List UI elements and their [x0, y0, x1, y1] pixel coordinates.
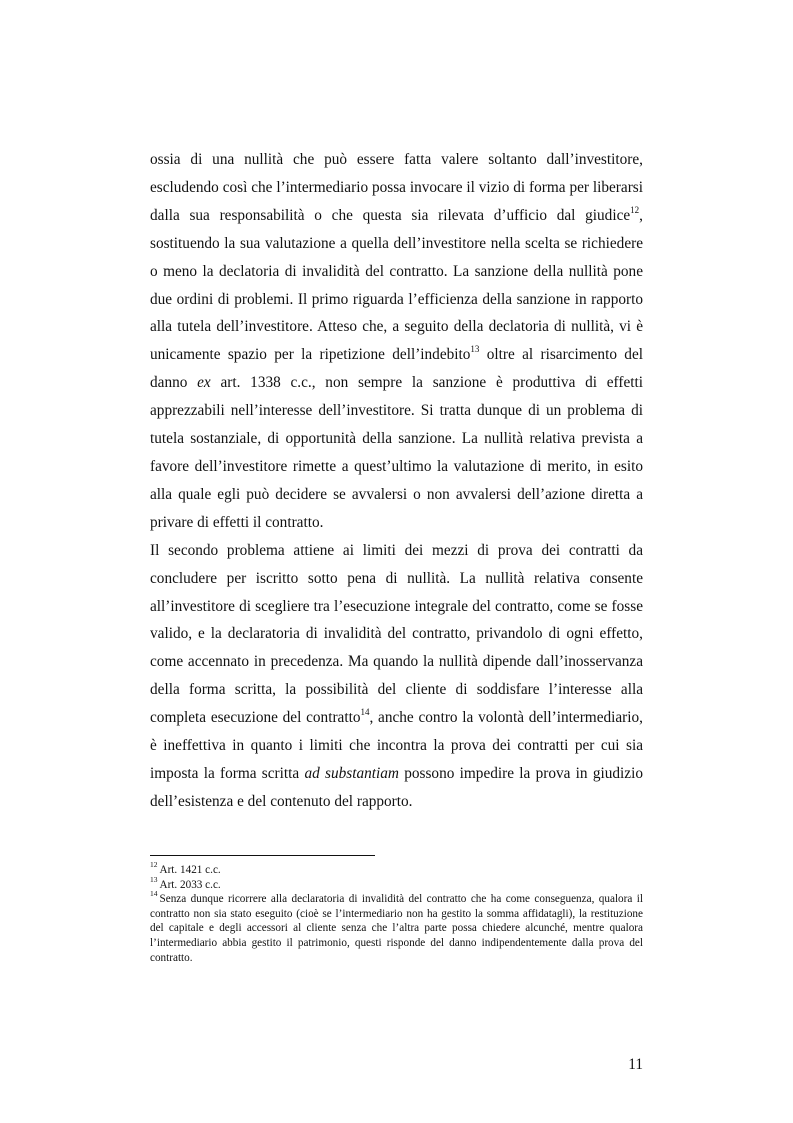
- paragraph-1-italic-ex: ex: [197, 374, 211, 392]
- footnote-number: 13: [150, 874, 158, 884]
- paragraph-1-text-a: ossia di una nullità che può essere fatta valere soltanto dall’investitore, escludendo così che l’intermediario possa invocare il vizio di forma per liberarsi dalla sua responsabilità o che questa sia rilevata d’ufficio dal giudice: [150, 151, 643, 224]
- footnote-13: [150, 874, 643, 893]
- paragraph-2-text-c: possono impedire la prova in giudizio dell’esistenza e del contenuto del rapporto.: [150, 764, 643, 810]
- paragraph-2: [150, 537, 643, 816]
- paragraph-2-italic-ad-substantiam: ad substantiam: [304, 764, 399, 782]
- footnote-ref-14: 14: [360, 707, 370, 718]
- paragraph-1-text-d: art. 1338 c.c., non sempre la sanzione è produttiva di effetti apprezzabili nell’interesse dell’investitore. Si tratta dunque di un problema di tutela sostanziale, di opportunità della sanzione. La nullità relativa prevista a favore dell’investitore rimette a quest’ultimo la valutazione di merito, in esito alla quale egli può decidere se avvalersi o non avvalersi dell’azione diretta a privare di effetti il contratto.: [150, 374, 643, 531]
- paragraph-2-text-b: , anche contro la volontà dell’intermediario, è ineffettiva in quanto i limiti che incontra la prova dei contratti per cui sia imposta la forma scritta: [150, 709, 643, 782]
- footnote-separator: [150, 855, 375, 856]
- paragraph-1-text-b: , sostituendo la sua valutazione a quella dell’investitore nella scelta se richiedere o meno la declatoria di invalidità del contratto. La sanzione della nullità pone due ordini di problemi. Il primo riguarda l’efficienza della sanzione in rapporto alla tutela dell’investitore. Atteso che, a seguito della declatoria di nullità, vi è unicamente spazio per la ripetizione dell’indebito: [150, 206, 643, 364]
- footnote-ref-12: 12: [630, 204, 640, 215]
- footnote-number: 12: [150, 860, 158, 870]
- paragraph-1: [150, 146, 643, 537]
- footnote-text: Senza dunque ricorrere alla declaratoria di invalidità del contratto che ha come conseguenza, qualora il contratto non sia stato eseguito (cioè se l’intermediario non ha gestito la somma affidatagli), la restituzione del capitale e degli accessori al cliente senza che l’altra parte possa chiedere alcunché, mentre qualora l’intermediario abbia gestito il patrimonio, questi risponde del danno indipendentemente dalla prova del contratto.: [150, 893, 643, 964]
- paragraph-2-text-a: Il secondo problema attiene ai limiti dei mezzi di prova dei contratti da concludere per iscritto sotto pena di nullità. La nullità relativa consente all’investitore di scegliere tra l’esecuzione integrale del contratto, come se fosse valido, e la declaratoria di invalidità del contratto, privandolo di ogni effetto, come accennato in precedenza. Ma quando la nullità dipende dall’inosservanza della forma scritta, la possibilità del cliente di soddisfare l’interesse alla completa esecuzione del contratto: [150, 541, 643, 727]
- paragraph-1-text-c: oltre al risarcimento del danno: [150, 346, 643, 392]
- footnote-ref-13: 13: [470, 344, 480, 355]
- footnote-number: 14: [150, 889, 158, 899]
- page-body: [150, 146, 643, 816]
- footnotes: [150, 860, 643, 965]
- footnote-14: [150, 889, 643, 965]
- footnote-12: [150, 860, 643, 878]
- page-number: 11: [628, 1056, 643, 1073]
- footnote-text: Art. 2033 c.c.: [159, 878, 221, 891]
- footnote-text: Art. 1421 c.c.: [159, 864, 221, 876]
- main-text: [150, 146, 643, 816]
